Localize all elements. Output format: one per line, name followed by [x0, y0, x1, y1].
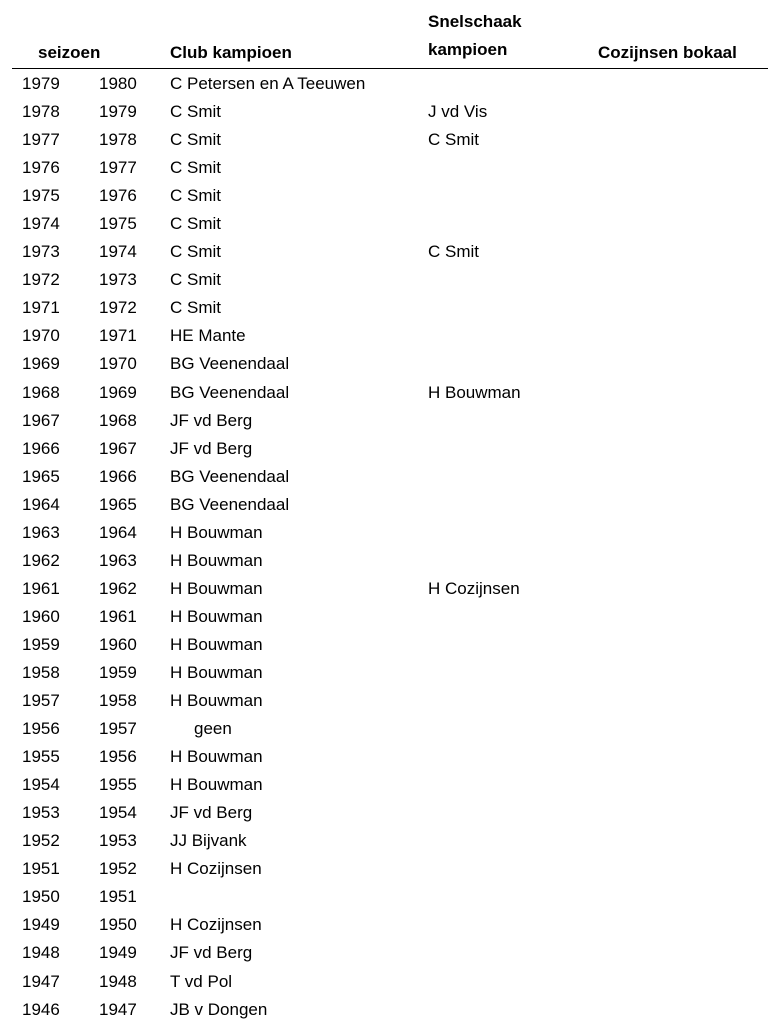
season-start-year: 1972 — [22, 270, 60, 290]
table-row — [0, 407, 768, 435]
table-row — [0, 322, 768, 350]
season-end-year: 1957 — [99, 719, 137, 739]
club-kampioen-cell: C Petersen en A Teeuwen — [170, 74, 366, 93]
season-start-year: 1956 — [22, 719, 60, 739]
club-kampioen-cell: BG Veenendaal — [170, 466, 290, 486]
season-end-year: 1974 — [99, 242, 137, 262]
season-start-year: 1975 — [22, 186, 60, 206]
season-start-year: 1974 — [22, 214, 60, 234]
club-kampioen-cell: JJ Bijvank — [170, 831, 247, 851]
season-end-year: 1972 — [99, 298, 137, 318]
season-start-year: 1962 — [22, 550, 60, 570]
season-end-year: 1954 — [99, 803, 137, 823]
season-end-year: 1958 — [99, 691, 137, 711]
season-end-year: 1966 — [99, 466, 137, 486]
snelschaak-kampioen-cell: C Smit — [428, 130, 479, 150]
club-kampioen-cell: H Bouwman — [170, 522, 263, 542]
season-end-year: 1964 — [99, 522, 137, 542]
season-start-year: 1957 — [22, 691, 60, 711]
season-start-year: 1970 — [22, 326, 60, 346]
season-start-year: 1964 — [22, 494, 60, 514]
season-start-year: 1966 — [22, 438, 60, 458]
table-row — [0, 294, 768, 322]
table-row — [0, 463, 768, 491]
season-end-year: 1956 — [99, 747, 137, 767]
club-kampioen-cell: H Bouwman — [170, 606, 263, 626]
club-kampioen-cell: H Bouwman — [170, 691, 263, 711]
club-kampioen-cell: C Smit — [170, 130, 221, 150]
table-row — [0, 98, 768, 126]
table-row — [0, 238, 768, 266]
table-row — [0, 519, 768, 547]
season-end-year: 1960 — [99, 634, 137, 654]
club-kampioen-cell: H Cozijnsen — [170, 859, 262, 879]
table-row — [0, 715, 768, 743]
header-cozijnsen-bokaal: Cozijnsen bokaal — [598, 43, 737, 62]
season-end-year: 1965 — [99, 494, 137, 514]
club-kampioen-cell: JB v Dongen — [170, 999, 268, 1019]
season-end-year: 1971 — [99, 326, 137, 346]
club-kampioen-cell: BG Veenendaal — [170, 382, 290, 402]
season-end-year: 1948 — [99, 971, 137, 991]
season-end-year: 1978 — [99, 130, 137, 150]
snelschaak-kampioen-cell: H Cozijnsen — [428, 578, 520, 598]
season-end-year: 1962 — [99, 578, 137, 598]
table-row — [0, 687, 768, 715]
snelschaak-kampioen-cell: J vd Vis — [428, 102, 488, 122]
table-row — [0, 491, 768, 519]
table-row — [0, 939, 768, 967]
season-end-year: 1977 — [99, 158, 137, 178]
season-end-year: 1976 — [99, 186, 137, 206]
club-kampioen-cell: H Bouwman — [170, 578, 263, 598]
snelschaak-kampioen-cell: H Bouwman — [428, 382, 521, 402]
season-end-year: 1961 — [99, 606, 137, 626]
club-kampioen-cell: T vd Pol — [170, 971, 233, 991]
season-end-year: 1975 — [99, 214, 137, 234]
table-row — [0, 435, 768, 463]
club-kampioen-cell: JF vd Berg — [170, 438, 253, 458]
header-snelschaak-line2: kampioen — [428, 40, 508, 59]
table-row — [0, 911, 768, 939]
season-end-year: 1963 — [99, 550, 137, 570]
table-row — [0, 855, 768, 883]
header-seizoen: seizoen — [38, 43, 101, 62]
season-end-year: 1973 — [99, 270, 137, 290]
season-start-year: 1967 — [22, 410, 60, 430]
season-start-year: 1958 — [22, 662, 60, 682]
club-kampioen-cell: H Bouwman — [170, 634, 263, 654]
season-end-year: 1969 — [99, 382, 137, 402]
club-kampioen-cell: BG Veenendaal — [170, 494, 290, 514]
season-end-year: 1953 — [99, 831, 137, 851]
club-kampioen-cell: JF vd Berg — [170, 803, 253, 823]
season-start-year: 1947 — [22, 971, 60, 991]
table-row — [0, 350, 768, 378]
table-row — [0, 996, 768, 1024]
club-kampioen-cell: C Smit — [170, 186, 221, 206]
season-end-year: 1970 — [99, 354, 137, 374]
season-start-year: 1950 — [22, 887, 60, 907]
season-start-year: 1973 — [22, 242, 60, 262]
header-rule — [12, 68, 768, 69]
season-start-year: 1959 — [22, 634, 60, 654]
club-kampioen-cell: C Smit — [170, 158, 221, 178]
club-kampioen-cell: C Smit — [170, 242, 221, 262]
season-start-year: 1952 — [22, 831, 60, 851]
header-snelschaak-line1: Snelschaak — [428, 12, 522, 31]
season-end-year: 1979 — [99, 102, 137, 122]
season-start-year: 1954 — [22, 775, 60, 795]
header-snelschaak-kampioen — [428, 12, 522, 68]
table-row — [0, 743, 768, 771]
table-row — [0, 771, 768, 799]
season-start-year: 1965 — [22, 466, 60, 486]
club-kampioen-cell: BG Veenendaal — [170, 354, 290, 374]
club-kampioen-cell: H Cozijnsen — [170, 915, 262, 935]
season-end-year: 1955 — [99, 775, 137, 795]
season-start-year: 1953 — [22, 803, 60, 823]
season-start-year: 1979 — [22, 74, 60, 93]
club-kampioen-cell: C Smit — [170, 270, 221, 290]
table-row — [0, 968, 768, 996]
table-row — [0, 659, 768, 687]
table-row — [0, 575, 768, 603]
season-end-year: 1951 — [99, 887, 137, 907]
season-start-year: 1978 — [22, 102, 60, 122]
season-start-year: 1968 — [22, 382, 60, 402]
table-row — [0, 827, 768, 855]
season-end-year: 1952 — [99, 859, 137, 879]
club-kampioen-cell: H Bouwman — [170, 775, 263, 795]
season-end-year: 1968 — [99, 410, 137, 430]
table-row — [0, 210, 768, 238]
table-row — [0, 70, 768, 98]
table-row — [0, 631, 768, 659]
table-row — [0, 883, 768, 911]
season-end-year: 1950 — [99, 915, 137, 935]
snelschaak-kampioen-cell: C Smit — [428, 242, 479, 262]
table-row — [0, 547, 768, 575]
club-kampioen-cell: geen — [194, 719, 232, 739]
season-start-year: 1961 — [22, 578, 60, 598]
season-start-year: 1948 — [22, 943, 60, 963]
season-end-year: 1967 — [99, 438, 137, 458]
table-row — [0, 154, 768, 182]
club-kampioen-cell: JF vd Berg — [170, 410, 253, 430]
season-start-year: 1977 — [22, 130, 60, 150]
club-kampioen-cell: C Smit — [170, 102, 221, 122]
season-start-year: 1951 — [22, 859, 60, 879]
table-row — [0, 799, 768, 827]
season-start-year: 1976 — [22, 158, 60, 178]
table-row — [0, 603, 768, 631]
season-start-year: 1960 — [22, 606, 60, 626]
season-end-year: 1959 — [99, 662, 137, 682]
season-end-year: 1947 — [99, 999, 137, 1019]
header-club-kampioen: Club kampioen — [170, 43, 292, 62]
season-end-year: 1949 — [99, 943, 137, 963]
club-kampioen-cell: HE Mante — [170, 326, 246, 346]
club-kampioen-cell: H Bouwman — [170, 550, 263, 570]
champions-table — [0, 70, 768, 1024]
table-row — [0, 266, 768, 294]
club-kampioen-cell: JF vd Berg — [170, 943, 253, 963]
season-start-year: 1963 — [22, 522, 60, 542]
club-kampioen-cell: C Smit — [170, 298, 221, 318]
table-row — [0, 379, 768, 407]
table-row — [0, 126, 768, 154]
season-start-year: 1971 — [22, 298, 60, 318]
table-row — [0, 182, 768, 210]
season-end-year: 1980 — [99, 74, 137, 93]
season-start-year: 1955 — [22, 747, 60, 767]
club-kampioen-cell: H Bouwman — [170, 662, 263, 682]
season-start-year: 1946 — [22, 999, 60, 1019]
club-kampioen-cell: H Bouwman — [170, 747, 263, 767]
season-start-year: 1969 — [22, 354, 60, 374]
season-start-year: 1949 — [22, 915, 60, 935]
club-kampioen-cell: C Smit — [170, 214, 221, 234]
